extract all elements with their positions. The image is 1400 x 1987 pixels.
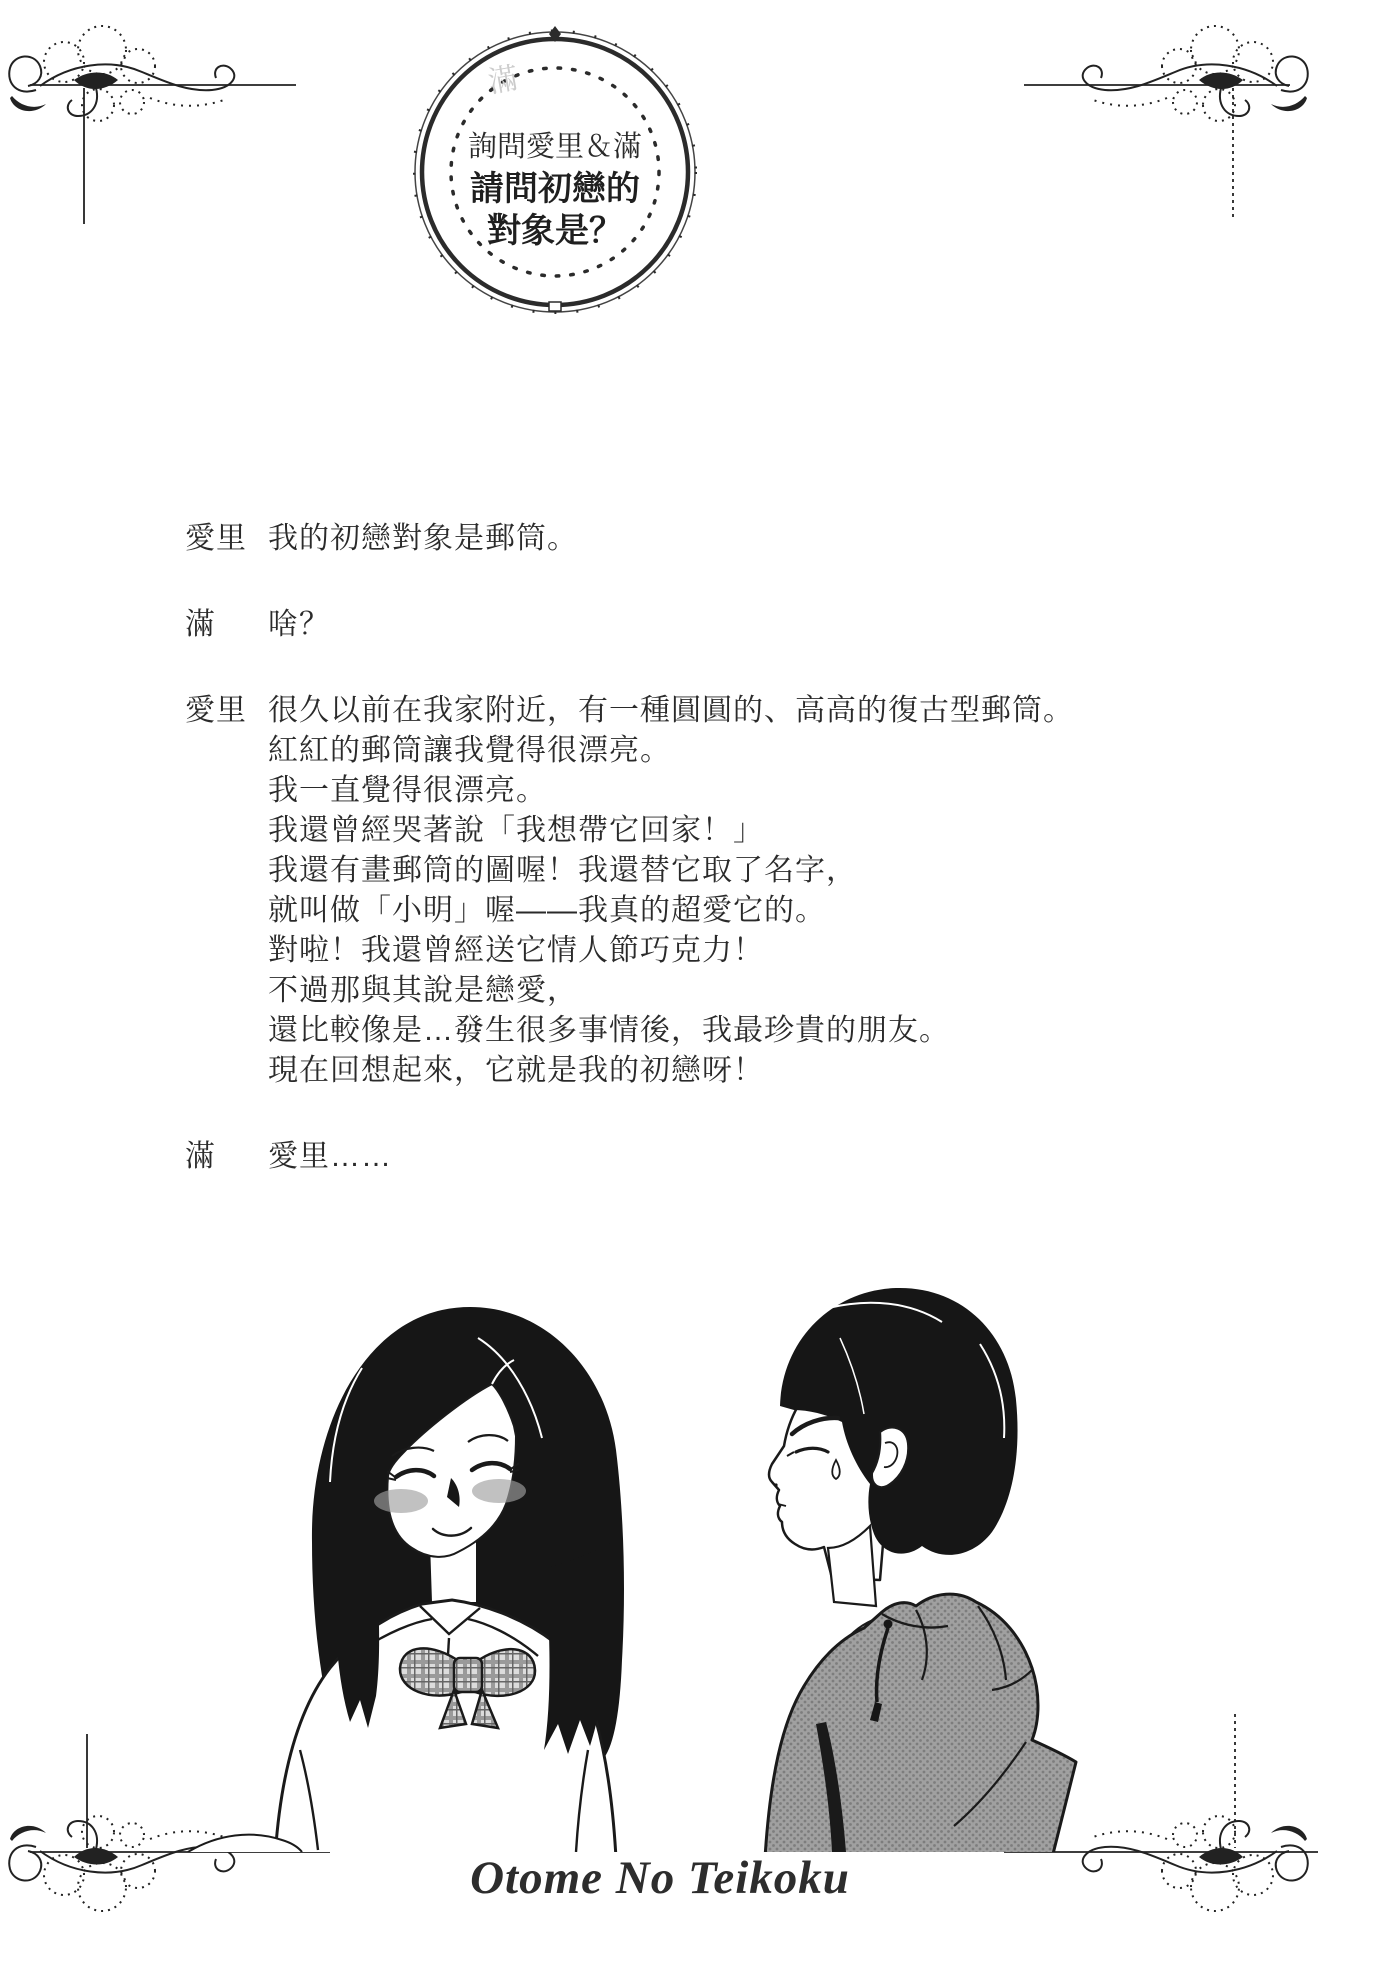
badge-watermark: 滿 [485, 61, 521, 100]
mitsu-nostril [774, 1483, 777, 1486]
dialogue-line: 不過那與其說是戀愛， [268, 974, 578, 1007]
dialogue-line: 對啦！我還曾經送它情人節巧克力！ [268, 934, 764, 967]
dialogue-line: 愛里…… [268, 1140, 392, 1173]
mitsu-hoodie [765, 1594, 1076, 1858]
dialogue-lines [268, 1137, 1215, 1177]
character-mitsu [765, 1288, 1076, 1858]
footer-logo: Otome No Teikoku [470, 1852, 850, 1904]
dialogue-entry [185, 605, 1215, 645]
dialogue-line: 我還有畫郵筒的圖喔！我還替它取了名字， [268, 854, 857, 887]
corner-flourish-top-left [9, 26, 296, 224]
speaker-label: 滿 [185, 608, 216, 641]
dialogue-line: 啥？ [268, 608, 330, 641]
airi-blush-right [472, 1479, 526, 1503]
corner-flourish-top-right [1024, 26, 1308, 220]
dialogue-line: 紅紅的郵筒讓我覺得很漂亮。 [268, 734, 671, 767]
dialogue-entry [185, 691, 1215, 1091]
dialogue-line: 很久以前在我家附近，有一種圓圓的、高高的復古型郵筒。 [268, 694, 1074, 727]
dialogue-line: 就叫做「小明」喔——我真的超愛它的。 [268, 894, 826, 927]
dialogue-block [185, 519, 1215, 1223]
badge-question-line2: 對象是？ [487, 212, 623, 250]
illustration [180, 1280, 1100, 1860]
dialogue-line: 還比較像是…發生很多事情後，我最珍貴的朋友。 [268, 1014, 950, 1047]
badge-subtitle: 詢問愛里＆滿 [467, 131, 643, 163]
airi-blush-left [374, 1489, 428, 1513]
dialogue-entry [185, 1137, 1215, 1177]
title-badge [413, 26, 697, 314]
dialogue-line: 我還曾經哭著說「我想帶它回家！」 [268, 814, 764, 847]
speaker-label: 滿 [185, 1140, 216, 1173]
badge-bottom-ornament [549, 302, 561, 311]
speaker-label: 愛里 [185, 522, 247, 555]
character-airi [188, 1307, 624, 1858]
dialogue-lines [268, 605, 1215, 645]
dialogue-line: 我的初戀對象是郵筒。 [268, 522, 578, 555]
dialogue-entry [185, 519, 1215, 559]
badge-question-line1: 請問初戀的 [470, 170, 640, 208]
dialogue-lines [268, 691, 1215, 1091]
dialogue-line: 現在回想起來，它就是我的初戀呀！ [268, 1054, 764, 1087]
dialogue-lines [268, 519, 1215, 559]
dialogue-line: 我一直覺得很漂亮。 [268, 774, 547, 807]
speaker-label: 愛里 [185, 694, 247, 727]
